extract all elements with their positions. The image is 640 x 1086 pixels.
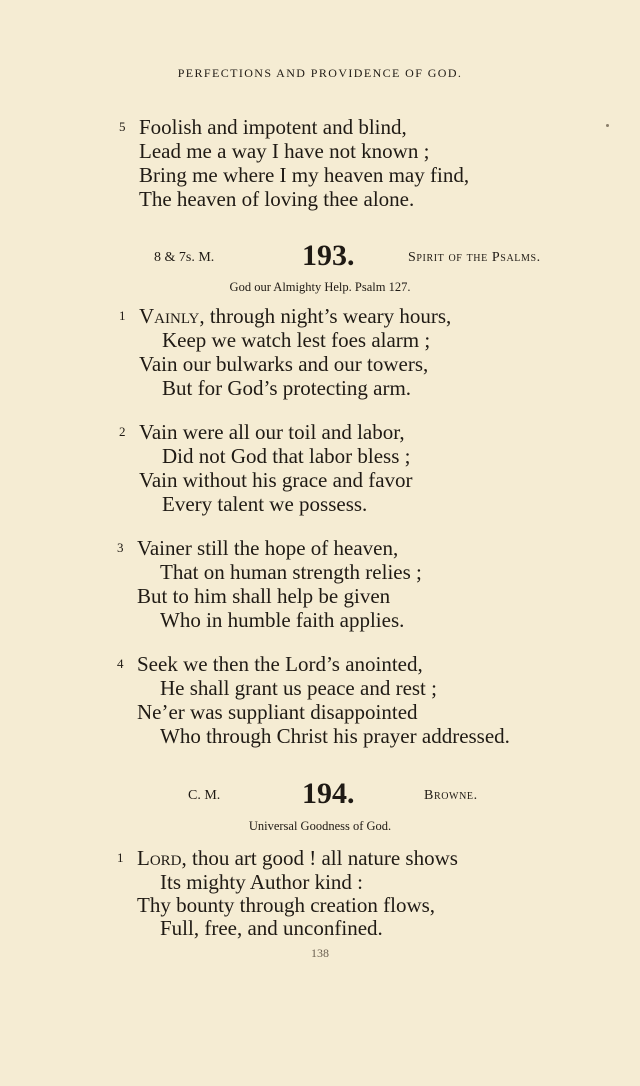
meter-label: 8 & 7s. M. (154, 250, 215, 265)
verse-line: Vainer still the hope of heaven, (137, 536, 399, 560)
attribution: Spirit of the Psalms. (408, 250, 541, 265)
verse-number: 1 (119, 308, 126, 323)
verse-line: But for God’s protecting arm. (162, 376, 412, 400)
verse-line: Keep we watch lest foes alarm ; (162, 328, 431, 352)
verse-line: That on human strength relies ; (160, 560, 422, 584)
page-number: 138 (311, 946, 329, 960)
verse-line: Vain our bulwarks and our towers, (139, 352, 429, 376)
hymn-subtitle: Universal Goodness of God. (248, 819, 392, 833)
verse-line: Foolish and impotent and blind, (139, 115, 407, 139)
verse-line: Did not God that labor bless ; (162, 444, 411, 468)
attribution: Browne. (424, 788, 478, 803)
running-head: PERFECTIONS AND PROVIDENCE OF GOD. (177, 66, 463, 80)
verse-line (137, 846, 458, 870)
verse-line: Lead me a way I have not known ; (139, 139, 430, 163)
verse-line: Its mighty Author kind : (160, 870, 364, 894)
hymn-subtitle: God our Almighty Help. Psalm 127. (229, 280, 411, 294)
verse-line-rest: , through night’s weary hours, (199, 304, 452, 328)
verse-number: 1 (117, 850, 124, 865)
verse-line: Vain were all our toil and labor, (139, 420, 405, 444)
hymn-number: 193. (302, 239, 355, 272)
first-word: Vainly (139, 304, 200, 328)
first-word: Lord (137, 846, 182, 870)
verse-line: Thy bounty through creation flows, (137, 893, 436, 917)
verse-line-rest: , thou art good ! all nature shows (181, 846, 458, 870)
verse-number: 4 (117, 656, 124, 671)
verse-line: He shall grant us peace and rest ; (160, 676, 437, 700)
hymn-header (0, 777, 640, 811)
verse-line: Who through Christ his prayer addressed. (160, 724, 510, 748)
meter-label: C. M. (188, 788, 221, 803)
paper-speck (606, 124, 609, 127)
verse-line: The heaven of loving thee alone. (139, 187, 415, 211)
verse-number: 5 (119, 119, 126, 134)
verse-line: But to him shall help be given (137, 584, 391, 608)
hymn-number: 194. (302, 777, 355, 810)
verse-line: Vain without his grace and favor (139, 468, 413, 492)
hymn-header (0, 239, 640, 273)
verse-line: Bring me where I my heaven may find, (139, 163, 470, 187)
verse-number: 3 (117, 540, 124, 555)
verse-line: Seek we then the Lord’s anointed, (137, 652, 423, 676)
verse-line: Every talent we possess. (162, 492, 368, 516)
verse-line (139, 304, 451, 328)
verse-line: Full, free, and unconfined. (160, 916, 383, 940)
verse-line: Ne’er was suppliant disappointed (137, 700, 418, 724)
verse-line: Who in humble faith applies. (160, 608, 405, 632)
verse-number: 2 (119, 424, 126, 439)
